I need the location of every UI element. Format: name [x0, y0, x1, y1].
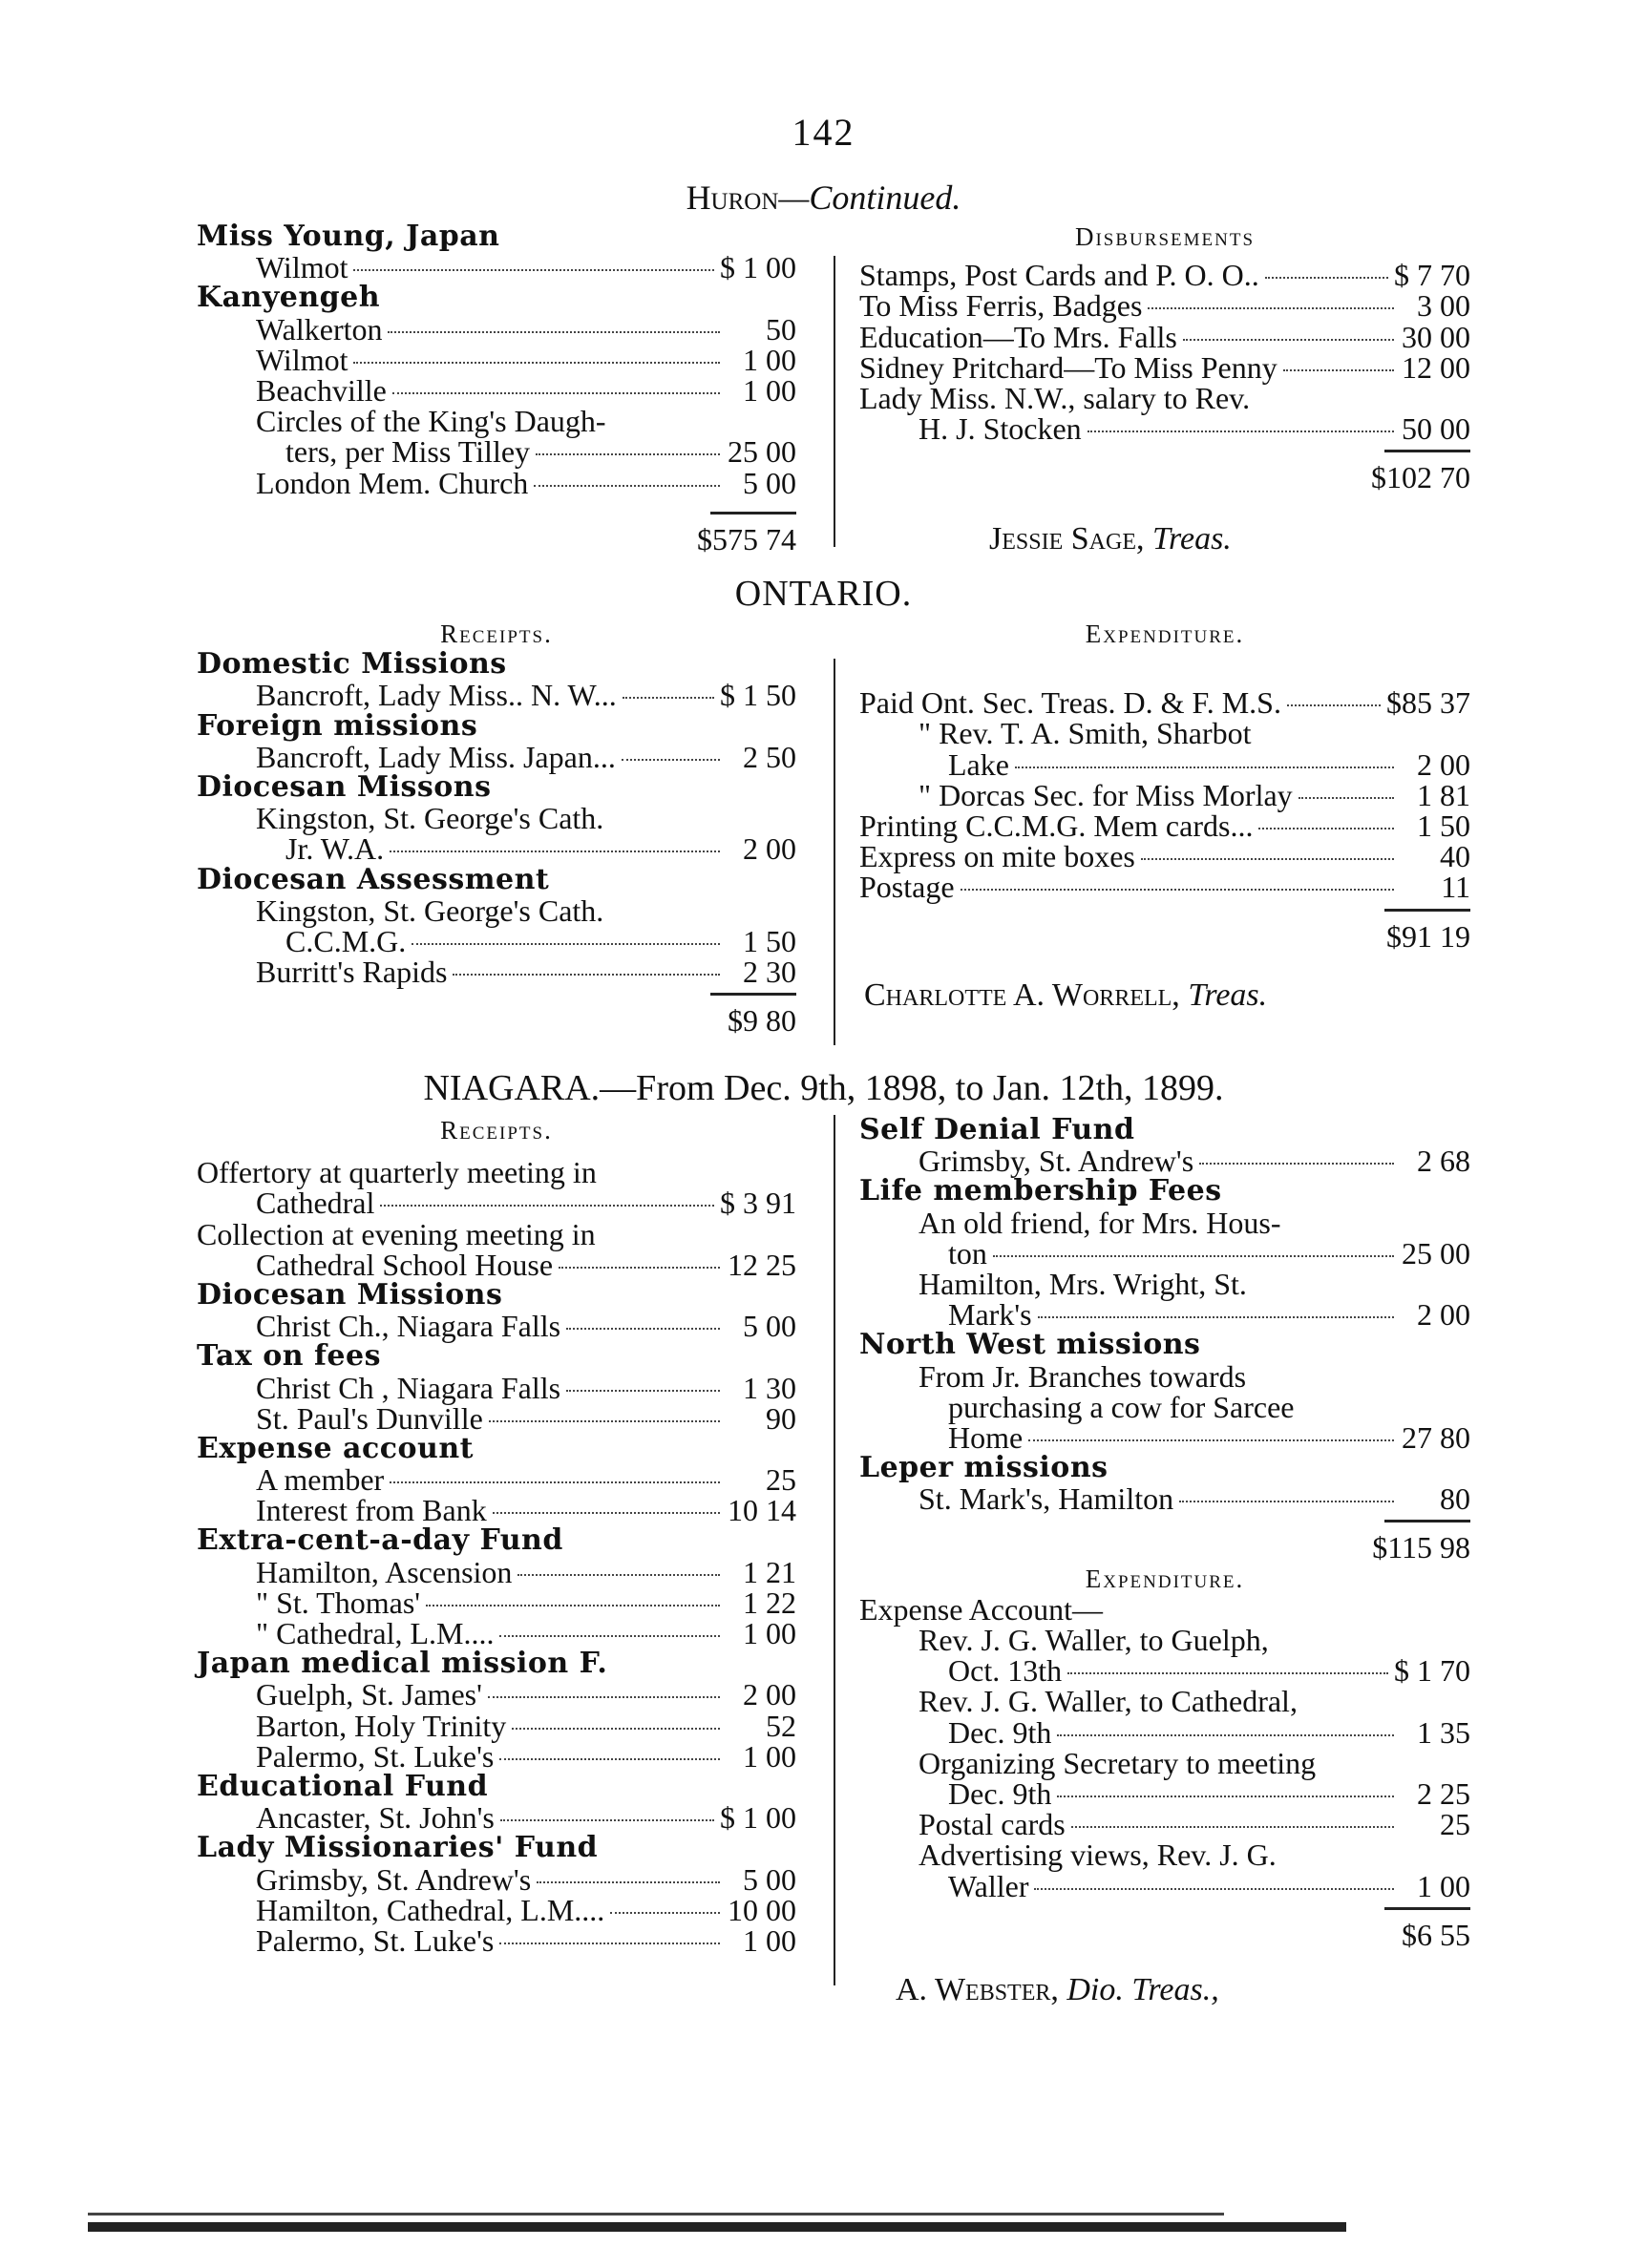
ledger-entry	[197, 955, 796, 990]
ledger-entry	[859, 746, 1470, 782]
entry-amount: 30 00	[1402, 319, 1470, 354]
niagara-treasurer-title: Dio. Treas.,	[1066, 1972, 1219, 2007]
entry-label: C.C.M.G.	[285, 923, 407, 958]
ontario-receipts-total: $9 80	[728, 1003, 796, 1039]
section-heading: North West missions	[859, 1328, 1201, 1362]
entry-label: Christ Ch., Niagara Falls	[256, 1309, 561, 1344]
huron-receipts-total: $575 74	[697, 522, 796, 556]
ledger-entry	[859, 349, 1470, 385]
entry-label: Oct. 13th	[948, 1653, 1063, 1689]
entry-label: Bancroft, Lady Miss.. N. W...	[256, 678, 617, 713]
ontario-expenditure-total: $91 19	[1386, 918, 1470, 954]
entry-amount: 27 80	[1402, 1419, 1470, 1455]
dot-leader	[610, 1912, 720, 1914]
entry-label: London Mem. Church	[256, 465, 529, 500]
dot-leader	[1057, 1734, 1394, 1736]
ledger-entry	[197, 923, 796, 958]
entry-amount: 10 14	[728, 1493, 796, 1528]
dot-leader	[353, 269, 714, 271]
dot-leader	[380, 1205, 714, 1207]
entry-label: Burritt's Rapids	[256, 955, 448, 990]
entry-amount: 40	[1440, 839, 1470, 874]
ledger-entry	[197, 1587, 796, 1618]
niagara-heading: NIAGARA.—From Dec. 9th, 1898, to Jan. 12th, 1899.	[423, 1068, 1224, 1108]
entry-label: Palermo, St. Luke's	[256, 1922, 495, 1958]
entry-text-line: Organizing Secretary to meeting	[919, 1745, 1317, 1780]
dot-leader	[353, 362, 720, 364]
entry-amount: 1 00	[743, 1738, 796, 1774]
dot-leader	[1299, 797, 1394, 799]
ledger-entry	[197, 1462, 796, 1498]
footer-rule	[88, 2222, 1346, 2232]
section-heading: Expense account	[197, 1431, 475, 1465]
ontario-receipts-title: Receipts.	[440, 620, 553, 648]
entry-label: ters, per Miss Tilley	[285, 434, 531, 470]
entry-label: Dec. 9th	[948, 1714, 1052, 1750]
ledger-entry	[859, 411, 1470, 447]
dot-leader	[1067, 1672, 1388, 1674]
ledger-entry	[197, 1554, 796, 1589]
dot-leader	[412, 943, 720, 945]
ledger-entry	[859, 1653, 1470, 1689]
ledger-entry	[197, 311, 796, 346]
entry-label: Christ Ch , Niagara Falls	[256, 1370, 561, 1405]
ledger-entry	[197, 1309, 796, 1344]
dot-leader	[488, 1696, 720, 1698]
ontario-receipts-column	[197, 619, 796, 1039]
ledger-entry	[197, 1892, 796, 1927]
section-heading: Leper missions	[859, 1451, 1109, 1485]
section-heading: Foreign missions	[197, 708, 478, 743]
entry-amount: 11	[1441, 870, 1470, 905]
niagara-right-column	[859, 1115, 1470, 1950]
dot-leader	[499, 1635, 720, 1637]
ledger-entry	[197, 739, 796, 774]
entry-amount: 2 00	[743, 1677, 796, 1712]
ledger-entry	[859, 288, 1470, 324]
entry-label: Cathedral School House	[256, 1247, 554, 1282]
entry-label: Bancroft, Lady Miss. Japan...	[256, 739, 616, 774]
entry-amount: 1 00	[743, 342, 796, 377]
entry-amount: 1 50	[1417, 808, 1470, 843]
dot-leader	[1287, 704, 1381, 706]
entry-label: " Cathedral, L.M....	[256, 1616, 495, 1650]
entry-label: ton	[948, 1235, 987, 1270]
column-divider	[834, 1115, 835, 1985]
section-heading: Japan medical mission F.	[197, 1647, 608, 1681]
total-rule	[1384, 450, 1470, 452]
entry-amount: 2 00	[743, 831, 796, 867]
entry-amount: 50 00	[1402, 411, 1470, 447]
entry-label: Wilmot	[256, 342, 348, 377]
section-heading: Miss Young, Japan	[197, 220, 500, 253]
dot-leader	[1034, 1888, 1394, 1890]
ledger-entry	[197, 678, 796, 713]
dot-leader	[426, 1605, 720, 1606]
total-rule	[710, 512, 796, 514]
entry-text-line: Kingston, St. George's Cath.	[256, 801, 604, 836]
entry-amount: 25	[766, 1462, 796, 1498]
footer-rule-thin	[88, 2213, 1224, 2216]
entry-amount: 1 21	[743, 1554, 796, 1589]
dot-leader	[993, 1255, 1394, 1257]
entry-label: " St. Thomas'	[256, 1585, 421, 1620]
dot-leader	[1258, 828, 1394, 830]
entry-amount: $ 1 70	[1394, 1653, 1470, 1689]
entry-amount: 25 00	[1402, 1235, 1470, 1270]
entry-text-line: From Jr. Branches towards	[919, 1358, 1247, 1394]
entry-amount: 2 00	[1417, 746, 1470, 782]
dot-leader	[566, 1390, 720, 1392]
entry-text-line: Lady Miss. N.W., salary to Rev.	[859, 380, 1251, 415]
entry-label: Guelph, St. James'	[256, 1677, 482, 1712]
ledger-entry	[197, 1370, 796, 1405]
ledger-entry	[197, 1186, 796, 1221]
entry-amount: 12 25	[728, 1247, 796, 1282]
huron-disbursements-column	[859, 221, 1470, 494]
niagara-receipts-total: $115 98	[1372, 1530, 1470, 1565]
entry-amount: 1 81	[1417, 777, 1470, 812]
dot-leader	[388, 331, 720, 333]
section-heading: Diocesan Missons	[197, 769, 492, 804]
entry-label: Wilmot	[256, 250, 348, 285]
entry-label: Cathedral	[256, 1186, 375, 1221]
huron-heading	[0, 178, 1647, 218]
entry-label: Barton, Holy Trinity	[256, 1708, 507, 1743]
entry-amount: 5 00	[743, 1309, 796, 1344]
section-heading: Domestic Missions	[197, 647, 507, 682]
entry-label: Walkerton	[256, 311, 383, 346]
entry-amount: 2 25	[1417, 1775, 1470, 1811]
total-rule	[1384, 1907, 1470, 1910]
ledger-entry	[197, 831, 796, 867]
dot-leader	[517, 1574, 720, 1576]
dot-leader	[566, 1328, 720, 1330]
dot-leader	[390, 1481, 720, 1483]
page-number: 142	[792, 111, 855, 154]
dot-leader	[1183, 339, 1394, 341]
dot-leader	[559, 1267, 720, 1269]
total-rule	[1384, 1520, 1470, 1522]
entry-amount: 52	[766, 1708, 796, 1743]
dot-leader	[1265, 277, 1388, 279]
niagara-expenditure-total: $6 55	[1402, 1917, 1470, 1952]
entry-amount: 1 00	[743, 1616, 796, 1650]
ledger-entry	[197, 1861, 796, 1897]
entry-amount: $ 1 00	[720, 1800, 796, 1836]
entry-label: Palermo, St. Luke's	[256, 1738, 495, 1774]
dot-leader	[1283, 369, 1394, 371]
dot-leader	[537, 1881, 720, 1883]
entry-label: Hamilton, Cathedral, L.M....	[256, 1892, 605, 1927]
entry-text-line: Collection at evening meeting in	[197, 1216, 596, 1251]
dot-leader	[622, 759, 720, 761]
entry-amount: 1 22	[743, 1585, 796, 1620]
ledger-entry	[197, 372, 796, 408]
entry-amount: 2 00	[1417, 1297, 1470, 1333]
entry-amount: 2 30	[743, 955, 796, 990]
dot-leader	[1148, 307, 1394, 309]
entry-label: Home	[948, 1419, 1024, 1455]
column-divider	[834, 256, 835, 547]
ledger-entry	[859, 1419, 1470, 1455]
dot-leader	[623, 697, 714, 699]
entry-text-line: Advertising views, Rev. J. G.	[919, 1838, 1277, 1873]
ledger-entry	[197, 1247, 796, 1282]
entry-amount: 2 50	[743, 739, 796, 774]
dot-leader	[499, 1942, 720, 1944]
dot-leader	[390, 850, 720, 852]
entry-label: Postage	[859, 870, 955, 905]
entry-text-line: Expense Account—	[859, 1591, 1104, 1627]
section-heading: Extra-cent-a-day Fund	[197, 1523, 563, 1558]
entry-label: Stamps, Post Cards and P. O. O..	[859, 258, 1259, 293]
entry-label: Waller	[948, 1868, 1029, 1903]
column-divider	[834, 659, 835, 1045]
entry-label: Printing C.C.M.G. Mem cards...	[859, 808, 1254, 843]
dot-leader	[453, 974, 720, 976]
ledger-entry	[197, 1922, 796, 1958]
huron-treasurer-name: Jessie Sage,	[989, 521, 1145, 556]
niagara-receipts-title: Receipts.	[440, 1116, 553, 1144]
entry-amount: 1 35	[1417, 1714, 1470, 1750]
section-heading: Tax on fees	[197, 1339, 381, 1374]
entry-amount: $ 7 70	[1394, 258, 1470, 293]
entry-label: To Miss Ferris, Badges	[859, 288, 1143, 324]
ledger-entry	[197, 465, 796, 500]
entry-text-line: " Rev. T. A. Smith, Sharbot	[919, 716, 1252, 751]
dot-leader	[489, 1420, 720, 1422]
entry-amount: 25	[1440, 1807, 1470, 1842]
ledger-entry	[197, 434, 796, 470]
ledger-entry	[859, 1481, 1470, 1517]
entry-amount: 10 00	[728, 1892, 796, 1927]
huron-heading-continued: —Continued.	[778, 178, 961, 217]
entry-text-line: purchasing a cow for Sarcee	[948, 1389, 1295, 1424]
entry-text-line: Hamilton, Mrs. Wright, St.	[919, 1266, 1247, 1301]
entry-amount: 1 00	[743, 372, 796, 408]
entry-amount: $85 37	[1386, 685, 1470, 721]
ledger-entry	[859, 1775, 1470, 1811]
entry-text-line: Rev. J. G. Waller, to Guelph,	[919, 1623, 1269, 1657]
entry-text-line: An old friend, for Mrs. Hous-	[919, 1205, 1281, 1240]
ledger-entry	[859, 319, 1470, 354]
entry-label: Lake	[948, 746, 1009, 782]
niagara-treasurer-signature	[896, 1972, 1219, 2008]
ontario-treasurer-signature	[864, 977, 1267, 1014]
entry-label: Jr. W.A.	[285, 831, 385, 867]
entry-amount: $ 1 00	[720, 250, 796, 285]
dot-leader	[1028, 1439, 1394, 1441]
entry-label: A member	[256, 1462, 385, 1498]
entry-amount: 2 68	[1417, 1144, 1470, 1179]
section-heading: Diocesan Missions	[197, 1277, 503, 1312]
dot-leader	[499, 1758, 720, 1760]
ledger-entry	[859, 1235, 1470, 1270]
entry-label: Beachville	[256, 372, 387, 408]
entry-amount: 12 00	[1402, 349, 1470, 385]
ledger-entry	[859, 870, 1470, 905]
huron-disbursements-title: Disbursements	[1074, 222, 1256, 251]
dot-leader	[1038, 1316, 1394, 1318]
ledger-entry	[859, 1714, 1470, 1750]
entry-amount: 1 30	[743, 1370, 796, 1405]
huron-disbursements-total: $102 70	[1371, 460, 1470, 495]
ledger-entry	[197, 1708, 796, 1743]
ledger-entry	[859, 1807, 1470, 1842]
dot-leader	[536, 453, 720, 455]
dot-leader	[512, 1728, 720, 1730]
section-heading: Educational Fund	[197, 1769, 489, 1803]
ontario-treasurer-name: Charlotte A. Worrell,	[864, 977, 1180, 1013]
entry-amount: 80	[1440, 1481, 1470, 1517]
entry-text-line: Kingston, St. George's Cath.	[256, 892, 604, 928]
entry-label: Dec. 9th	[948, 1775, 1052, 1811]
niagara-expenditure-title: Expenditure.	[1085, 1564, 1245, 1593]
dot-leader	[1179, 1501, 1394, 1502]
niagara-receipts-column	[197, 1115, 796, 1956]
entry-label: St. Mark's, Hamilton	[919, 1481, 1174, 1517]
entry-label: St. Paul's Dunville	[256, 1400, 483, 1436]
ledger-entry	[859, 777, 1470, 812]
dot-leader	[500, 1819, 714, 1821]
dot-leader	[1141, 858, 1394, 860]
ledger-entry	[197, 1679, 796, 1710]
ledger-entry	[197, 342, 796, 377]
dot-leader	[392, 392, 720, 394]
entry-label: Mark's	[948, 1297, 1032, 1333]
ledger-entry	[859, 1144, 1470, 1179]
huron-receipts-total-block	[197, 506, 796, 555]
entry-text-line: Offertory at quarterly meeting in	[197, 1155, 597, 1190]
entry-label: Postal cards	[919, 1807, 1066, 1842]
dot-leader	[534, 485, 720, 487]
ledger-entry	[197, 1400, 796, 1436]
entry-amount: $ 3 91	[720, 1186, 796, 1221]
entry-label: Express on mite boxes	[859, 839, 1135, 874]
ledger-entry	[859, 841, 1470, 872]
ledger-entry	[197, 1618, 796, 1648]
entry-amount: 25 00	[728, 434, 796, 470]
ledger-entry	[859, 685, 1470, 721]
section-heading: Kanyengeh	[197, 281, 381, 315]
ledger-entry	[859, 1868, 1470, 1903]
ontario-treasurer-title: Treas.	[1188, 977, 1268, 1013]
dot-leader	[1071, 1826, 1394, 1828]
entry-amount: 5 00	[743, 1861, 796, 1897]
ledger-entry	[859, 1297, 1470, 1333]
entry-label: " Dorcas Sec. for Miss Morlay	[919, 777, 1293, 812]
ontario-expenditure-title: Expenditure.	[1085, 620, 1245, 648]
entry-amount: 1 00	[743, 1922, 796, 1958]
dot-leader	[1057, 1796, 1394, 1797]
huron-treasurer-title: Treas.	[1151, 521, 1232, 556]
entry-label: Grimsby, St. Andrew's	[256, 1861, 532, 1897]
ledger-entry	[197, 1738, 796, 1774]
entry-amount: 50	[766, 311, 796, 346]
niagara-treasurer-name: A. Webster,	[896, 1972, 1059, 2007]
huron-treasurer-signature	[989, 521, 1232, 557]
entry-label: Ancaster, St. John's	[256, 1800, 495, 1836]
ledger-entry	[197, 1493, 796, 1528]
section-heading: Lady Missionaries' Fund	[197, 1831, 599, 1865]
section-heading: Diocesan Assessment	[197, 862, 550, 896]
entry-label: H. J. Stocken	[919, 411, 1082, 447]
entry-label: Education—To Mrs. Falls	[859, 319, 1177, 354]
ontario-heading: ONTARIO.	[734, 574, 913, 614]
ledger-entry	[197, 1800, 796, 1836]
dot-leader	[1199, 1163, 1394, 1165]
dot-leader	[1015, 766, 1394, 768]
ledger-entry	[197, 252, 796, 283]
huron-heading-name: Huron	[686, 178, 779, 217]
entry-amount: 1 50	[743, 923, 796, 958]
entry-amount: 5 00	[743, 465, 796, 500]
entry-text-line: Rev. J. G. Waller, to Cathedral,	[919, 1684, 1298, 1719]
entry-label: Hamilton, Ascension	[256, 1554, 513, 1589]
dot-leader	[961, 889, 1394, 891]
dot-leader	[493, 1512, 720, 1514]
ledger-entry	[859, 810, 1470, 841]
ledger-entry	[859, 258, 1470, 293]
dot-leader	[1087, 430, 1394, 432]
section-heading: Self Denial Fund	[859, 1113, 1135, 1146]
entry-label: Grimsby, St. Andrew's	[919, 1144, 1194, 1179]
entry-label: Interest from Bank	[256, 1493, 487, 1528]
total-rule	[1384, 909, 1470, 912]
huron-receipts-column	[197, 221, 796, 498]
entry-label: Sidney Pritchard—To Miss Penny	[859, 349, 1277, 385]
entry-label: Paid Ont. Sec. Treas. D. & F. M.S.	[859, 685, 1281, 721]
section-heading: Life membership Fees	[859, 1174, 1222, 1208]
entry-amount: 3 00	[1417, 288, 1470, 324]
ontario-expenditure-column	[859, 619, 1470, 952]
entry-amount: 1 00	[1417, 1868, 1470, 1903]
entry-amount: $ 1 50	[720, 678, 796, 713]
total-rule	[710, 993, 796, 996]
entry-amount: 90	[766, 1400, 796, 1436]
entry-text-line: Circles of the King's Daugh-	[256, 404, 606, 439]
